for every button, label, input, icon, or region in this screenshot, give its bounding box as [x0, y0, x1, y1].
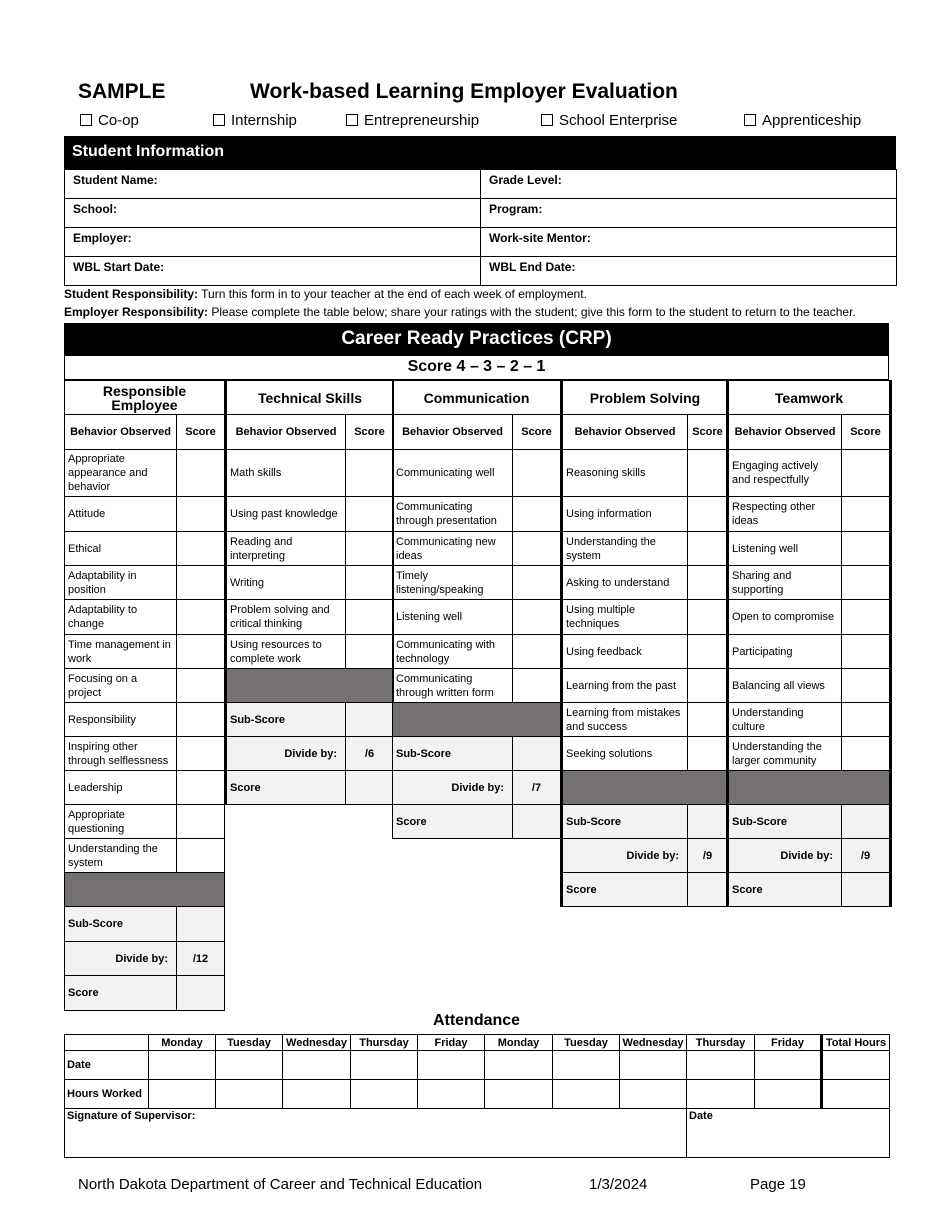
- behavior-item: Using past knowledge: [226, 497, 346, 532]
- score-cell[interactable]: [842, 669, 891, 703]
- signature-date-field[interactable]: Date: [687, 1109, 890, 1158]
- behavior-item: Sharing and supporting: [728, 566, 842, 600]
- subscore-label: Sub-Score: [728, 805, 842, 839]
- divide-label: Divide by:: [393, 771, 513, 805]
- divide-label: Divide by:: [226, 737, 346, 771]
- score-cell[interactable]: [842, 600, 891, 635]
- score-header: Score: [842, 415, 891, 450]
- score-cell[interactable]: [177, 635, 225, 669]
- date-cell[interactable]: [485, 1051, 553, 1080]
- corner-cell: [65, 1035, 149, 1051]
- divisor-value: /9: [842, 839, 891, 873]
- final-score-cell[interactable]: [842, 873, 891, 907]
- divisor-value: /7: [513, 771, 561, 805]
- score-cell[interactable]: [842, 532, 891, 566]
- footer-page: Page 19: [750, 1176, 806, 1193]
- day-header: Friday: [755, 1035, 822, 1051]
- mentor-field[interactable]: Work-site Mentor:: [481, 228, 897, 257]
- final-score-cell[interactable]: [177, 976, 225, 1011]
- category-title: Problem Solving: [562, 381, 728, 415]
- score-cell[interactable]: [346, 566, 394, 600]
- student-name-field[interactable]: Student Name:: [65, 170, 481, 199]
- student-info-heading: Student Information: [64, 136, 896, 169]
- day-header: Monday: [149, 1035, 216, 1051]
- day-header: Wednesday: [620, 1035, 687, 1051]
- category-title: Teamwork: [728, 381, 891, 415]
- behavior-item: Balancing all views: [728, 669, 842, 703]
- category-title: Communication: [393, 381, 561, 415]
- attendance-table: [64, 1034, 890, 1158]
- behavior-item: Understanding the larger community: [728, 737, 842, 771]
- score-cell[interactable]: [177, 450, 225, 497]
- gray-divider: [226, 669, 394, 703]
- behavior-item: Communicating well: [393, 450, 513, 497]
- school-field[interactable]: School:: [65, 199, 481, 228]
- behavior-item: Open to compromise: [728, 600, 842, 635]
- score-cell[interactable]: [346, 635, 394, 669]
- divide-label: Divide by:: [65, 942, 177, 976]
- hours-cell[interactable]: [216, 1080, 283, 1109]
- day-header: Friday: [418, 1035, 485, 1051]
- divisor-value: /6: [346, 737, 394, 771]
- behavior-item: Understanding the system: [562, 532, 688, 566]
- score-cell[interactable]: [688, 703, 728, 737]
- employer-field[interactable]: Employer:: [65, 228, 481, 257]
- score-cell[interactable]: [177, 737, 225, 771]
- score-cell[interactable]: [688, 497, 728, 532]
- hours-cell[interactable]: [283, 1080, 351, 1109]
- behavior-item: Using feedback: [562, 635, 688, 669]
- footer-org: North Dakota Department of Career and Technical Education: [78, 1176, 483, 1193]
- total-cell[interactable]: [822, 1080, 890, 1109]
- gray-divider: [393, 703, 561, 737]
- score-cell[interactable]: [177, 669, 225, 703]
- day-header: Tuesday: [216, 1035, 283, 1051]
- final-score-label: Score: [393, 805, 513, 839]
- behavior-item: Using multiple techniques: [562, 600, 688, 635]
- score-header: Score: [688, 415, 728, 450]
- score-cell[interactable]: [688, 532, 728, 566]
- behavior-item: Respecting other ideas: [728, 497, 842, 532]
- behavior-item: Learning from the past: [562, 669, 688, 703]
- option-entrepreneurship[interactable]: Entrepreneurship: [346, 112, 479, 129]
- behavior-item: Math skills: [226, 450, 346, 497]
- score-cell[interactable]: [513, 566, 561, 600]
- hours-cell[interactable]: [553, 1080, 620, 1109]
- subscore-cell[interactable]: [177, 907, 225, 942]
- crp-column-teamwork: [726, 380, 892, 907]
- date-cell[interactable]: [620, 1051, 687, 1080]
- behavior-item: Understanding the system: [65, 839, 177, 873]
- option-school-enterprise[interactable]: School Enterprise: [541, 112, 677, 129]
- footer-date: 1/3/2024: [589, 1176, 648, 1193]
- score-cell[interactable]: [513, 450, 561, 497]
- score-cell[interactable]: [513, 600, 561, 635]
- checkbox-icon[interactable]: [346, 114, 358, 126]
- score-cell[interactable]: [177, 532, 225, 566]
- program-field[interactable]: Program:: [481, 199, 897, 228]
- hours-cell[interactable]: [687, 1080, 755, 1109]
- day-header: Wednesday: [283, 1035, 351, 1051]
- crp-column-technical-skills: [224, 380, 394, 805]
- subscore-label: Sub-Score: [562, 805, 688, 839]
- option-coop[interactable]: Co-op: [80, 112, 139, 129]
- hours-cell[interactable]: [485, 1080, 553, 1109]
- hours-cell[interactable]: [755, 1080, 822, 1109]
- date-cell[interactable]: [216, 1051, 283, 1080]
- subscore-cell[interactable]: [842, 805, 891, 839]
- score-scale: Score 4 – 3 – 2 – 1: [64, 356, 889, 380]
- start-date-field[interactable]: WBL Start Date:: [65, 257, 481, 286]
- score-cell[interactable]: [688, 669, 728, 703]
- checkbox-icon[interactable]: [80, 114, 92, 126]
- hours-cell[interactable]: [620, 1080, 687, 1109]
- score-cell[interactable]: [842, 497, 891, 532]
- score-cell[interactable]: [177, 771, 225, 805]
- behavior-item: Engaging actively and respectfully: [728, 450, 842, 497]
- employer-responsibility: Employer Responsibility: Please complete the table below; share your ratings with the student; give this form to the student to return to the teacher.: [64, 305, 856, 319]
- score-header: Score: [513, 415, 561, 450]
- score-cell[interactable]: [842, 450, 891, 497]
- score-cell[interactable]: [177, 566, 225, 600]
- divisor-value: /9: [688, 839, 728, 873]
- behavior-item: Timely listening/speaking: [393, 566, 513, 600]
- date-cell[interactable]: [149, 1051, 216, 1080]
- behavior-item: Responsibility: [65, 703, 177, 737]
- behavior-item: Using information: [562, 497, 688, 532]
- behavior-header: Behavior Observed: [65, 415, 177, 450]
- behavior-item: Listening well: [728, 532, 842, 566]
- subscore-cell[interactable]: [688, 805, 728, 839]
- behavior-item: Learning from mistakes and success: [562, 703, 688, 737]
- behavior-item: Adaptability in position: [65, 566, 177, 600]
- gray-divider: [65, 873, 225, 907]
- behavior-header: Behavior Observed: [393, 415, 513, 450]
- score-cell[interactable]: [688, 635, 728, 669]
- subscore-label: Sub-Score: [393, 737, 513, 771]
- behavior-item: Understanding culture: [728, 703, 842, 737]
- behavior-item: Ethical: [65, 532, 177, 566]
- sample-label: SAMPLE: [78, 80, 166, 103]
- score-cell[interactable]: [842, 566, 891, 600]
- behavior-item: Appropriate appearance and behavior: [65, 450, 177, 497]
- behavior-header: Behavior Observed: [728, 415, 842, 450]
- date-cell[interactable]: [553, 1051, 620, 1080]
- date-cell[interactable]: [283, 1051, 351, 1080]
- score-header: Score: [346, 415, 394, 450]
- date-cell[interactable]: [351, 1051, 418, 1080]
- score-cell[interactable]: [513, 532, 561, 566]
- total-hours-header: Total Hours: [822, 1035, 890, 1051]
- day-header: Tuesday: [553, 1035, 620, 1051]
- behavior-item: Reading and interpreting: [226, 532, 346, 566]
- date-cell[interactable]: [418, 1051, 485, 1080]
- final-score-label: Score: [562, 873, 688, 907]
- final-score-cell[interactable]: [688, 873, 728, 907]
- supervisor-signature-field[interactable]: Signature of Supervisor:: [65, 1109, 687, 1158]
- category-title: Responsible Employee: [65, 381, 225, 415]
- score-cell[interactable]: [513, 669, 561, 703]
- final-score-cell[interactable]: [346, 771, 394, 805]
- gray-divider: [562, 771, 728, 805]
- divide-label: Divide by:: [562, 839, 688, 873]
- option-internship[interactable]: Internship: [213, 112, 297, 129]
- behavior-item: Using resources to complete work: [226, 635, 346, 669]
- behavior-item: Adaptability to change: [65, 600, 177, 635]
- behavior-item: Communicating with technology: [393, 635, 513, 669]
- behavior-header: Behavior Observed: [562, 415, 688, 450]
- day-header: Thursday: [687, 1035, 755, 1051]
- final-score-label: Score: [728, 873, 842, 907]
- hours-cell[interactable]: [149, 1080, 216, 1109]
- score-cell[interactable]: [688, 450, 728, 497]
- behavior-item: Attitude: [65, 497, 177, 532]
- behavior-item: Reasoning skills: [562, 450, 688, 497]
- checkbox-icon[interactable]: [744, 114, 756, 126]
- crp-heading: Career Ready Practices (CRP): [64, 323, 889, 356]
- final-score-label: Score: [226, 771, 346, 805]
- page-title: Work-based Learning Employer Evaluation: [250, 80, 678, 103]
- behavior-item: Asking to understand: [562, 566, 688, 600]
- score-cell[interactable]: [688, 566, 728, 600]
- behavior-item: Listening well: [393, 600, 513, 635]
- hours-cell[interactable]: [418, 1080, 485, 1109]
- score-cell[interactable]: [513, 635, 561, 669]
- score-header: Score: [177, 415, 225, 450]
- grade-level-field[interactable]: Grade Level:: [481, 170, 897, 199]
- row-label: Hours Worked: [65, 1080, 149, 1109]
- attendance-heading: Attendance: [432, 1012, 521, 1029]
- behavior-item: Inspiring other through selflessness: [65, 737, 177, 771]
- student-info-table: [64, 169, 897, 286]
- subscore-label: Sub-Score: [226, 703, 346, 737]
- score-cell[interactable]: [177, 600, 225, 635]
- score-cell[interactable]: [346, 450, 394, 497]
- score-cell[interactable]: [842, 635, 891, 669]
- date-cell[interactable]: [687, 1051, 755, 1080]
- day-header: Thursday: [351, 1035, 418, 1051]
- row-label: Date: [65, 1051, 149, 1080]
- behavior-item: Appropriate questioning: [65, 805, 177, 839]
- final-score-cell[interactable]: [513, 805, 561, 839]
- behavior-item: Participating: [728, 635, 842, 669]
- crp-column-problem-solving: [560, 380, 728, 907]
- behavior-item: Leadership: [65, 771, 177, 805]
- score-cell[interactable]: [177, 497, 225, 532]
- subscore-label: Sub-Score: [65, 907, 177, 942]
- end-date-field[interactable]: WBL End Date:: [481, 257, 897, 286]
- option-apprenticeship[interactable]: Apprenticeship: [744, 112, 861, 129]
- gray-divider: [728, 771, 891, 805]
- behavior-item: Writing: [226, 566, 346, 600]
- divide-label: Divide by:: [728, 839, 842, 873]
- score-cell[interactable]: [513, 497, 561, 532]
- behavior-item: Communicating through written form: [393, 669, 513, 703]
- behavior-item: Problem solving and critical thinking: [226, 600, 346, 635]
- subscore-cell[interactable]: [513, 737, 561, 771]
- score-cell[interactable]: [177, 839, 225, 873]
- score-cell[interactable]: [688, 600, 728, 635]
- score-cell[interactable]: [177, 805, 225, 839]
- day-header: Monday: [485, 1035, 553, 1051]
- divisor-value: /12: [177, 942, 225, 976]
- final-score-label: Score: [65, 976, 177, 1011]
- behavior-item: Communicating through presentation: [393, 497, 513, 532]
- checkbox-icon[interactable]: [541, 114, 553, 126]
- score-cell[interactable]: [346, 532, 394, 566]
- behavior-item: Seeking solutions: [562, 737, 688, 771]
- checkbox-icon[interactable]: [213, 114, 225, 126]
- behavior-item: Time management in work: [65, 635, 177, 669]
- score-cell[interactable]: [688, 737, 728, 771]
- score-cell[interactable]: [346, 497, 394, 532]
- crp-column-responsible-employee: [64, 380, 225, 1011]
- behavior-header: Behavior Observed: [226, 415, 346, 450]
- category-title: Technical Skills: [226, 381, 394, 415]
- score-cell[interactable]: [177, 703, 225, 737]
- score-cell[interactable]: [842, 703, 891, 737]
- date-cell[interactable]: [755, 1051, 822, 1080]
- crp-column-communication: [392, 380, 561, 839]
- total-cell[interactable]: [822, 1051, 890, 1080]
- score-cell[interactable]: [346, 600, 394, 635]
- score-cell[interactable]: [842, 737, 891, 771]
- behavior-item: Focusing on a project: [65, 669, 177, 703]
- behavior-item: Communicating new ideas: [393, 532, 513, 566]
- student-responsibility: Student Responsibility: Turn this form in to your teacher at the end of each week of employment.: [64, 287, 587, 301]
- subscore-cell[interactable]: [346, 703, 394, 737]
- hours-cell[interactable]: [351, 1080, 418, 1109]
